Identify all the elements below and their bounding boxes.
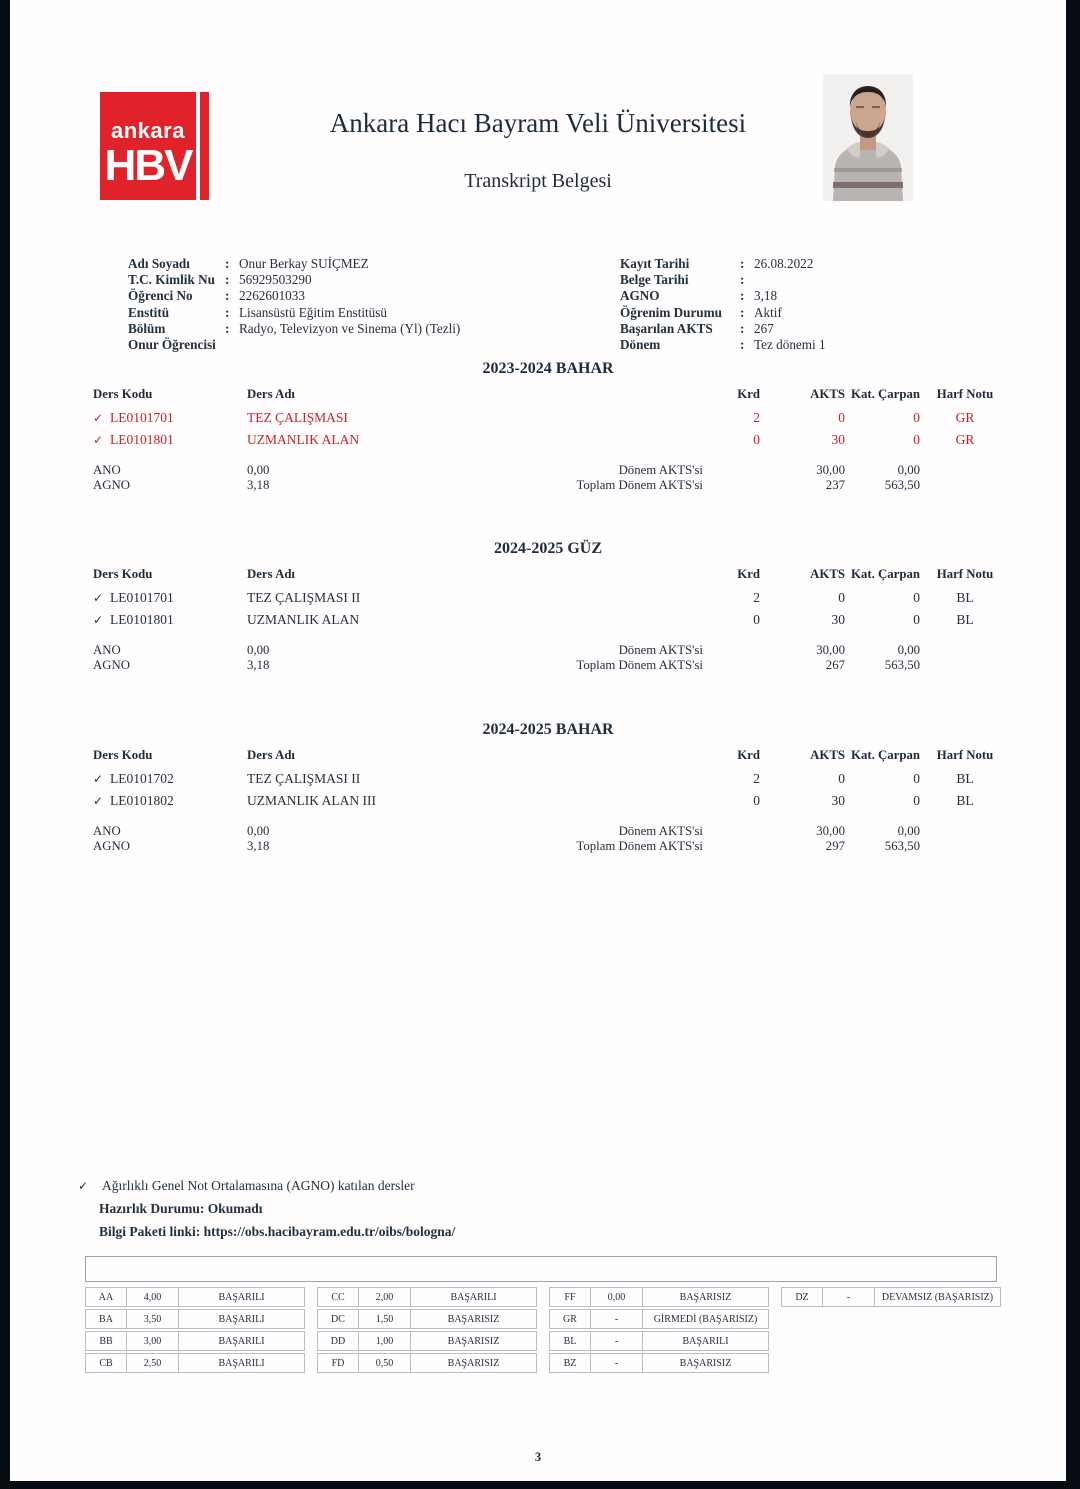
course-harf: BL (956, 612, 974, 627)
col-header-katcarpan: Kat. Çarpan (851, 387, 920, 401)
grade-desc: BAŞARILI (179, 1309, 305, 1329)
summary-value: 0,00 (247, 643, 270, 657)
course-akts: 30 (831, 612, 845, 627)
info-value (754, 272, 950, 288)
semester-summary (83, 643, 1013, 673)
summary-label: AGNO (93, 657, 130, 672)
col-header-katcarpan: Kat. Çarpan (851, 567, 920, 581)
grade-code: CC (317, 1287, 359, 1307)
info-row-kayit: Kayıt Tarihi : 26.08.2022 (620, 256, 950, 272)
summary-katcarpan: 0,00 (897, 463, 920, 477)
course-krd: 0 (753, 793, 760, 808)
course-row (83, 587, 1013, 609)
summary-katcarpan: 563,50 (884, 838, 920, 853)
grade-row (317, 1353, 537, 1373)
grade-row (781, 1287, 1001, 1307)
agno-check-icon: ✓ (78, 1179, 89, 1193)
course-name: UZMANLIK ALAN (247, 432, 360, 447)
course-katcarpan: 0 (913, 612, 920, 627)
grade-value: - (591, 1353, 643, 1373)
grade-code: BA (85, 1309, 127, 1329)
info-value: 26.08.2022 (754, 256, 814, 271)
summary-row-ano (83, 643, 1013, 658)
col-header-code: Ders Kodu (93, 567, 153, 581)
logo-text-hbv: HBV (104, 141, 192, 190)
course-row (83, 609, 1013, 631)
course-name: UZMANLIK ALAN III (247, 793, 376, 808)
course-harf: BL (956, 590, 974, 605)
agno-check-icon: ✓ (93, 772, 104, 786)
summary-row-ano (83, 824, 1013, 839)
student-photo-image (823, 74, 913, 201)
logo-text-ankara: ankara (111, 118, 185, 143)
course-row (83, 790, 1013, 812)
info-value: 56929503290 (239, 272, 312, 288)
semester-section-2024-2025-guz (83, 540, 1013, 673)
grade-desc: GİRMEDİ (BAŞARISIZ) (643, 1309, 769, 1329)
info-value: Lisansüstü Eğitim Enstitüsü (239, 304, 387, 320)
grade-desc: BAŞARILI (179, 1353, 305, 1373)
grade-value: 0,50 (359, 1353, 411, 1373)
agno-check-icon: ✓ (93, 591, 104, 605)
col-header-harf: Harf Notu (936, 567, 994, 581)
col-header-harf: Harf Notu (936, 387, 994, 401)
info-value: 2262601033 (239, 288, 305, 304)
course-harf: BL (956, 793, 974, 808)
course-row (83, 429, 1013, 451)
grade-scale-group-4 (781, 1287, 1001, 1375)
course-krd: 0 (753, 612, 760, 627)
grade-row (317, 1309, 537, 1329)
course-code: LE0101701 (110, 590, 174, 605)
summary-akts-label: Toplam Dönem AKTS'si (576, 838, 703, 853)
col-header-harf: Harf Notu (936, 748, 994, 762)
grade-scale-empty-box (85, 1256, 997, 1282)
student-info-right (620, 256, 950, 353)
course-name: UZMANLIK ALAN (247, 612, 360, 627)
course-table-header (83, 748, 1013, 768)
summary-katcarpan: 0,00 (897, 824, 920, 838)
grade-row (85, 1331, 305, 1351)
summary-akts-label: Dönem AKTS'si (618, 824, 703, 838)
grade-code: GR (549, 1309, 591, 1329)
grade-desc: BAŞARISIZ (411, 1331, 537, 1351)
grade-row (549, 1353, 769, 1373)
info-label: Onur Öğrencisi (128, 337, 216, 353)
grade-code: DZ (781, 1287, 823, 1307)
summary-value: 3,18 (247, 477, 270, 492)
grade-scale-group-1 (85, 1287, 305, 1375)
info-label: Öğrenim Durumu (620, 304, 722, 320)
summary-value: 3,18 (247, 657, 270, 672)
course-katcarpan: 0 (913, 771, 920, 786)
course-row (83, 768, 1013, 790)
agno-check-icon: ✓ (93, 433, 104, 447)
agno-check-icon: ✓ (93, 613, 104, 627)
info-label: Kayıt Tarihi (620, 256, 690, 271)
grade-code: BL (549, 1331, 591, 1351)
grade-desc: BAŞARILI (179, 1331, 305, 1351)
grade-value: - (823, 1287, 875, 1307)
course-akts: 0 (838, 771, 845, 786)
summary-label: ANO (93, 643, 121, 657)
summary-katcarpan: 0,00 (897, 643, 920, 657)
course-katcarpan: 0 (913, 432, 920, 447)
course-krd: 0 (753, 432, 760, 447)
summary-akts-label: Dönem AKTS'si (618, 643, 703, 657)
course-krd: 2 (753, 771, 760, 786)
info-label: Adı Soyadı (128, 256, 190, 271)
grade-value: 3,00 (127, 1331, 179, 1351)
grade-desc: BAŞARILI (643, 1331, 769, 1351)
course-katcarpan: 0 (913, 410, 920, 425)
bilgi-paketi-line: Bilgi Paketi linki: https://obs.hacibayram.edu.tr/oibs/bologna/ (99, 1224, 456, 1239)
summary-row-agno (83, 658, 1013, 673)
col-header-akts: AKTS (810, 567, 845, 581)
semester-title: 2024-2025 BAHAR (482, 721, 614, 738)
info-label: Enstitü (128, 304, 170, 320)
info-row-belge: Belge Tarihi : (620, 272, 950, 288)
summary-akts: 30,00 (816, 824, 845, 838)
grade-value: 2,50 (127, 1353, 179, 1373)
info-row-donem: Dönem : Tez dönemi 1 (620, 337, 950, 353)
info-row-ogrenim: Öğrenim Durumu : Aktif (620, 305, 950, 321)
info-row-tc: T.C. Kimlik Nu : 56929503290 (128, 272, 548, 288)
info-label: Öğrenci No (128, 288, 193, 304)
grade-row (549, 1287, 769, 1307)
grade-row (85, 1309, 305, 1329)
grade-desc: BAŞARISIZ (411, 1309, 537, 1329)
col-header-krd: Krd (737, 748, 760, 762)
course-table-header (83, 567, 1013, 587)
grade-code: AA (85, 1287, 127, 1307)
info-label: Bölüm (128, 320, 166, 336)
grade-code: FD (317, 1353, 359, 1373)
info-row-bolum: Bölüm : Radyo, Televizyon ve Sinema (Yl) (Tezli) (128, 321, 548, 337)
summary-katcarpan: 563,50 (884, 657, 920, 672)
info-label: T.C. Kimlik Nu (128, 272, 215, 288)
grade-value: 4,00 (127, 1287, 179, 1307)
info-row-agno: AGNO : 3,18 (620, 288, 950, 304)
document-title: Transkript Belgesi (464, 170, 612, 192)
summary-label: ANO (93, 463, 121, 477)
course-code: LE0101701 (110, 410, 174, 425)
grade-value: 2,00 (359, 1287, 411, 1307)
agno-note (78, 1178, 455, 1194)
info-value: 267 (754, 320, 774, 336)
info-value: 3,18 (754, 288, 778, 304)
grade-desc: BAŞARILI (179, 1287, 305, 1307)
info-value: Aktif (754, 304, 782, 320)
university-name: Ankara Hacı Bayram Veli Üniversitesi (329, 108, 747, 138)
info-label: Dönem (620, 337, 661, 353)
agno-check-icon: ✓ (93, 411, 104, 425)
col-header-katcarpan: Kat. Çarpan (851, 748, 920, 762)
grade-row (317, 1331, 537, 1351)
summary-value: 3,18 (247, 838, 270, 853)
grade-row (85, 1287, 305, 1307)
course-krd: 2 (753, 410, 760, 425)
col-header-name: Ders Adı (247, 387, 295, 401)
grade-row (549, 1331, 769, 1351)
col-header-akts: AKTS (810, 387, 845, 401)
summary-row-ano (83, 463, 1013, 478)
col-header-krd: Krd (737, 567, 760, 581)
summary-akts-label: Toplam Dönem AKTS'si (576, 657, 703, 672)
course-harf: BL (956, 771, 974, 786)
page-number: 3 (534, 1450, 542, 1464)
semester-section-2023-2024-bahar (83, 360, 1013, 493)
grade-value: 1,50 (359, 1309, 411, 1329)
info-label: AGNO (620, 288, 660, 304)
grade-value: - (591, 1331, 643, 1351)
grade-desc: DEVAMSIZ (BAŞARISIZ) (875, 1287, 1001, 1307)
grade-desc: BAŞARISIZ (411, 1353, 537, 1373)
hazirlik-durumu-line: Hazırlık Durumu: Okumadı (99, 1201, 263, 1216)
grade-value: - (591, 1309, 643, 1329)
grade-value: 0,00 (591, 1287, 643, 1307)
grade-row (549, 1309, 769, 1329)
grade-code: BZ (549, 1353, 591, 1373)
summary-akts: 297 (825, 838, 845, 853)
info-row-name: Adı Soyadı : Onur Berkay SUİÇMEZ (128, 256, 548, 272)
semester-title: 2024-2025 GÜZ (494, 540, 602, 557)
grade-code: DC (317, 1309, 359, 1329)
grade-code: CB (85, 1353, 127, 1373)
course-row (83, 407, 1013, 429)
col-header-name: Ders Adı (247, 748, 295, 762)
course-akts: 0 (838, 590, 845, 605)
grade-scale-group-3 (549, 1287, 769, 1375)
transcript-page (10, 0, 1066, 1481)
grade-code: BB (85, 1331, 127, 1351)
grade-code: DD (317, 1331, 359, 1351)
grade-value: 1,00 (359, 1331, 411, 1351)
col-header-name: Ders Adı (247, 567, 295, 581)
course-harf: GR (955, 410, 975, 425)
student-photo (823, 74, 913, 201)
summary-akts: 30,00 (816, 643, 845, 657)
summary-katcarpan: 563,50 (884, 477, 920, 492)
grade-scale-table (85, 1287, 1001, 1375)
grade-code: FF (549, 1287, 591, 1307)
info-row-akts: Başarılan AKTS : 267 (620, 321, 950, 337)
info-value: Tez dönemi 1 (754, 337, 826, 353)
summary-akts: 30,00 (816, 463, 845, 477)
course-akts: 30 (831, 432, 845, 447)
course-akts: 0 (838, 410, 845, 425)
footer-notes (78, 1178, 455, 1240)
agno-note-text: Ağırlıklı Genel Not Ortalamasına (AGNO) katılan dersler (102, 1178, 415, 1193)
course-harf: GR (955, 432, 975, 447)
summary-label: AGNO (93, 838, 130, 853)
summary-label: AGNO (93, 477, 130, 492)
col-header-krd: Krd (737, 387, 760, 401)
summary-akts: 267 (825, 657, 845, 672)
col-header-code: Ders Kodu (93, 748, 153, 762)
info-row-onur (128, 337, 548, 353)
course-code: LE0101702 (110, 771, 174, 786)
course-code: LE0101801 (110, 612, 174, 627)
agno-check-icon: ✓ (93, 794, 104, 808)
course-name: TEZ ÇALIŞMASI (247, 410, 348, 425)
summary-row-agno (83, 478, 1013, 493)
course-katcarpan: 0 (913, 590, 920, 605)
summary-label: ANO (93, 824, 121, 838)
grade-desc: BAŞARISIZ (643, 1287, 769, 1307)
summary-akts-label: Toplam Dönem AKTS'si (576, 477, 703, 492)
summary-value: 0,00 (247, 463, 270, 477)
info-value: Onur Berkay SUİÇMEZ (239, 256, 369, 271)
semester-title: 2023-2024 BAHAR (482, 360, 614, 377)
info-label: Başarılan AKTS (620, 320, 713, 336)
grade-row (317, 1287, 537, 1307)
semester-section-2024-2025-bahar (83, 721, 1013, 854)
course-name: TEZ ÇALIŞMASI II (247, 771, 361, 786)
course-akts: 30 (831, 793, 845, 808)
semester-summary (83, 463, 1013, 493)
course-table-header (83, 387, 1013, 407)
course-name: TEZ ÇALIŞMASI II (247, 590, 361, 605)
grade-row (85, 1353, 305, 1373)
grade-value: 3,50 (127, 1309, 179, 1329)
grade-desc: BAŞARILI (411, 1287, 537, 1307)
info-row-ogrencino: Öğrenci No : 2262601033 (128, 288, 548, 304)
summary-row-agno (83, 839, 1013, 854)
course-krd: 2 (753, 590, 760, 605)
col-header-code: Ders Kodu (93, 387, 153, 401)
semester-summary (83, 824, 1013, 854)
course-katcarpan: 0 (913, 793, 920, 808)
col-header-akts: AKTS (810, 748, 845, 762)
grade-scale-group-2 (317, 1287, 537, 1375)
student-info-left (128, 256, 548, 353)
course-code: LE0101801 (110, 432, 174, 447)
summary-akts-label: Dönem AKTS'si (618, 463, 703, 477)
summary-value: 0,00 (247, 824, 270, 838)
summary-akts: 237 (825, 477, 845, 492)
info-value: Radyo, Televizyon ve Sinema (Yl) (Tezli) (239, 320, 461, 336)
grade-desc: BAŞARISIZ (643, 1353, 769, 1373)
course-code: LE0101802 (110, 793, 174, 808)
info-label: Belge Tarihi (620, 272, 689, 288)
info-row-enstitu: Enstitü : Lisansüstü Eğitim Enstitüsü (128, 305, 548, 321)
